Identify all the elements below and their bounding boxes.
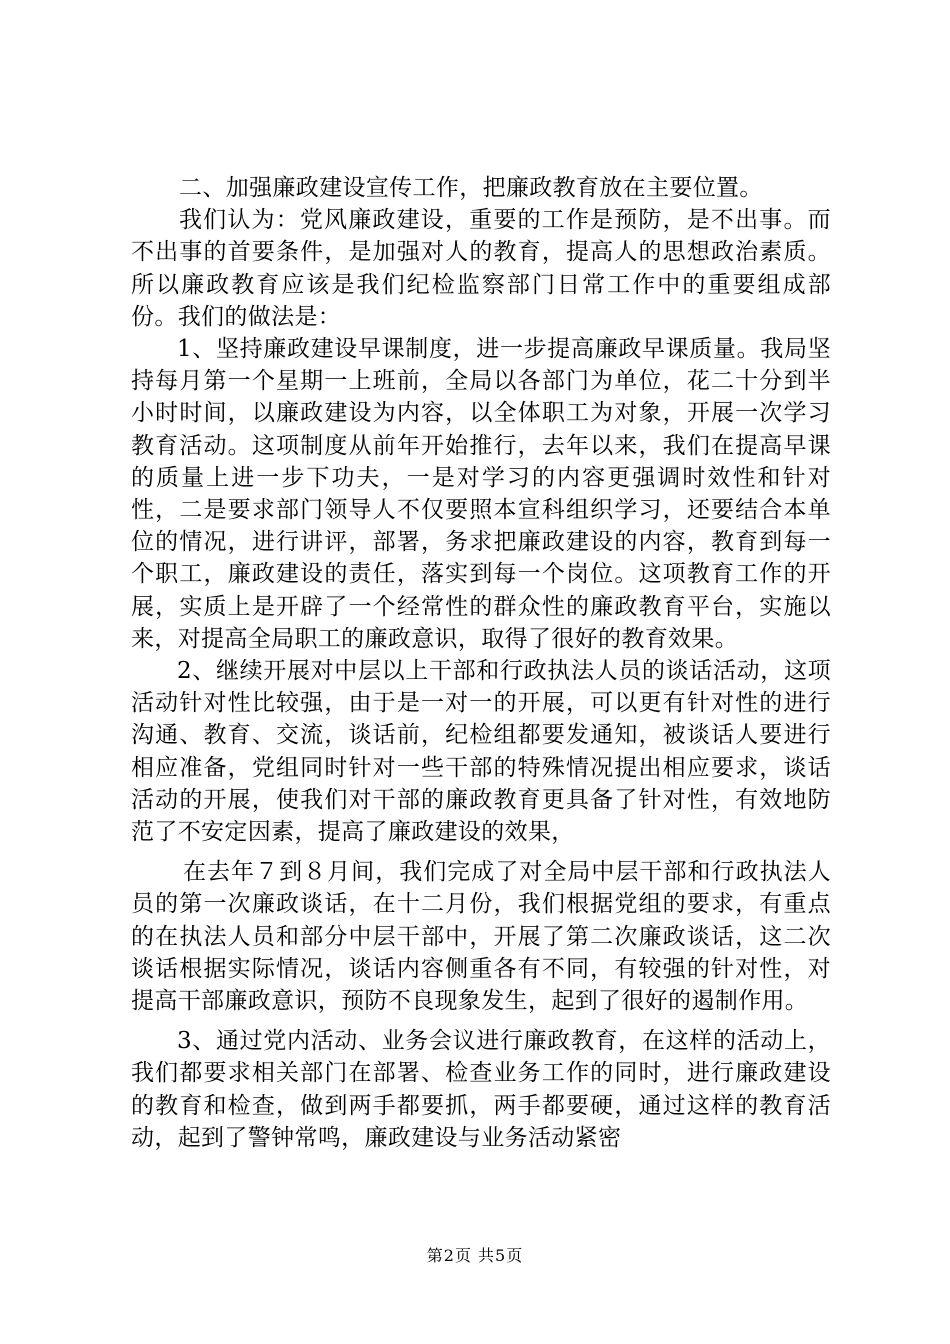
paragraph: 3、通过党内活动、业务会议进行廉政教育，在这样的活动上，我们都要求相关部门在部署、检查业务工作的同时，进行廉政建设的教育和检查，做到两手都要抓，两手都要硬，通过这样的教育活动，起到了警钟常鸣，廉政建设与业务活动紧密 — [131, 1028, 831, 1151]
paragraph: 在去年７到８月间，我们完成了对全局中层干部和行政执法人员的第一次廉政谈话，在十二月份，我们根据党组的要求，有重点的在执法人员和部分中层干部中，开展了第二次廉政谈话，这二次谈话根据实际情况，谈话内容侧重各有不同，有较强的针对性，对提高干部廉政意识，预防不良现象发生，起到了很好的遏制作用。 — [131, 859, 831, 1015]
paragraph: 1、坚持廉政建设早课制度，进一步提高廉政早课质量。我局坚持每月第一个星期一上班前，全局以各部门为单位，花二十分到半小时时间，以廉政建设为内容，以全体职工为对象，开展一次学习教育活动。这项制度从前年开始推行，去年以来，我们在提高早课的质量上进一步下功夫，一是对学习的内容更强调时效性和针对性，二是要求部门领导人不仅要照本宣科组织学习，还要结合本单位的情况，进行讲评，部署，务求把廉政建设的内容，教育到每一个职工，廉政建设的责任，落实到每一个岗位。这项教育工作的开展，实质上是开辟了一个经常性的群众性的廉政教育平台，实施以来，对提高全局职工的廉政意识，取得了很好的教育效果。 — [131, 336, 831, 652]
section-heading: 二、加强廉政建设宣传工作，把廉政教育放在主要位置。 — [179, 175, 763, 201]
paragraph: 我们认为：党风廉政建设，重要的工作是预防，是不出事。而不出事的首要条件，是加强对人的教育，提高人的思想政治素质。所以廉政教育应该是我们纪检监察部门日常工作中的重要组成部份。我们的做法是： — [131, 207, 831, 330]
page-number-footer: 第2页 共5页 — [426, 1246, 524, 1265]
paragraph: 2、继续开展对中层以上干部和行政执法人员的谈话活动，这项活动针对性比较强，由于是一对一的开展，可以更有针对性的进行沟通、教育、交流，谈话前，纪检组都要发通知，被谈话人要进行相应准备，党组同时针对一些干部的特殊情况提出相应要求，谈话活动的开展，使我们对干部的廉政教育更具备了针对性，有效地防范了不安定因素，提高了廉政建设的效果， — [131, 658, 831, 846]
body-text — [131, 172, 831, 1154]
